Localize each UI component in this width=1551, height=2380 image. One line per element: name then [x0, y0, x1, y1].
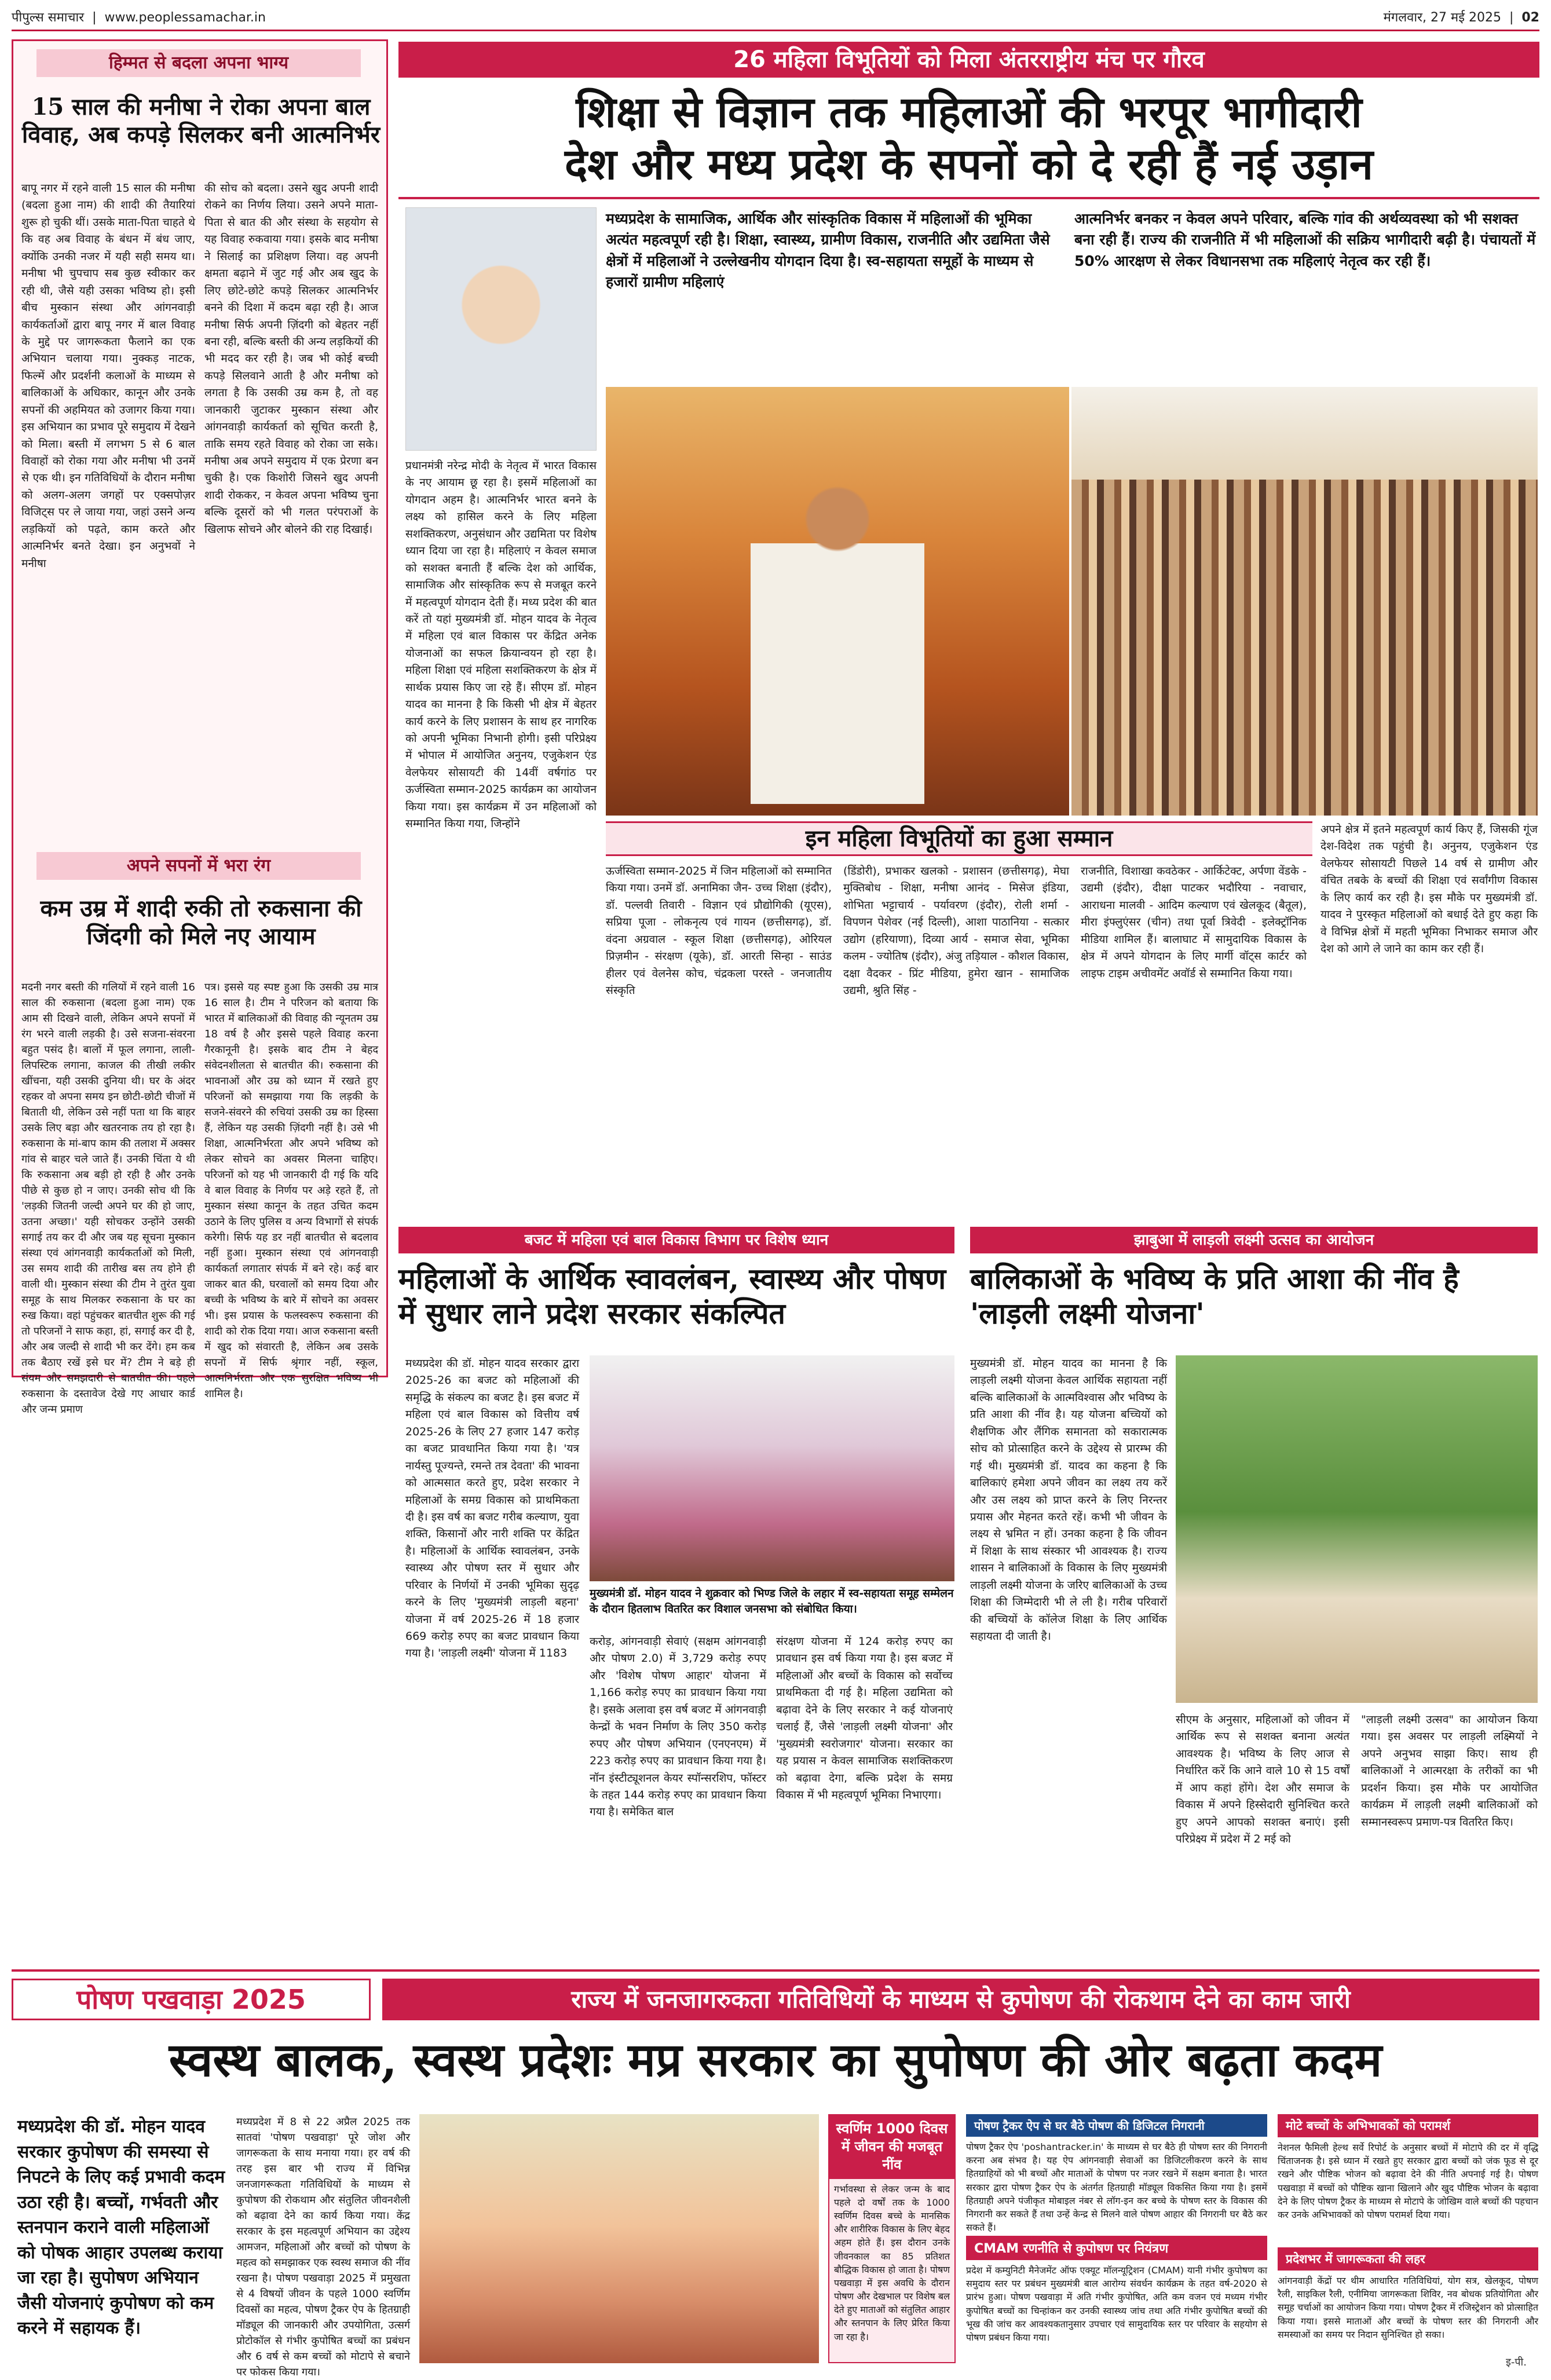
main-side-text: अपने क्षेत्र में इतने महत्वपूर्ण कार्य किए हैं, जिसकी गूंज देश-विदेश तक पहुंची है। अनुनय, एजुकेशन एंड वेलफेयर सोसायटी पिछले 14 वर्ष से ग्रामीण और वंचित तबके के बच्चों की शिक्षा एवं सर्वांगीण विकास के लिए कार्य कर रही है। इस मौके पर मुख्यमंत्री डॉ. यादव ने पुरस्कृत महिलाओं को बधाई देते हुए कहा कि वे विभिन्न क्षेत्रों में महती भूमिका निभाकर समाज और देश को आगे ले जाने का काम कर रही हैं।: [1320, 823, 1538, 956]
tracker-text: पोषण ट्रैकर ऐप 'poshantracker.in' के माध्यम से घर बैठे ही पोषण स्तर की निगरानी करना अब संभव है। यह ऐप आंगनवाड़ी सेवाओं का डिजिटलीकरण करने के साथ हितग्राहियों को भी बच्चों और माताओं के पोषण पर नजर रखने में सक्षम बनाता है। भारत सरकार द्वारा पोषण ट्रैकर ऐप के अंतर्गत हितग्राही मॉड्यूल विकसित किया गया है। इसमें हितग्राही अपने पंजीकृत मोबाइल नंबर से लॉग-इन कर बच्चे के पोषण स्तर के विकास की निगरानी कर सकते हैं तथा उन्हें केन्द्र से मिलने वाले पोषण आहार की निगरानी घर बैठे कर सकते हैं।: [966, 2141, 1267, 2233]
ladli-col-2: सीएम के अनुसार, महिलाओं को जीवन में आर्थिक रूप से सशक्त बनाना अत्यंत आवश्यक है। भविष्य के लिए आज से निर्धारित करें कि आने वाले 10 से 15 वर्षों में आप कहां होंगे। देश और समाज के विकास में अपने हिस्सेदारी सुनिश्चित करते हुए अपने आपको सशक्त बनाएं। इसी परिप्रेक्ष्य में प्रदेश में 2 मई को: [1176, 1713, 1349, 1846]
ladli-headline: बालिकाओं के भविष्य के प्रति आशा की नींव है 'लाड़ली लक्ष्मी योजना': [970, 1262, 1459, 1330]
left-kicker-1: हिम्मत से बदला अपना भाग्य: [36, 49, 361, 77]
left-story1-col1: बापू नगर में रहने वाली 15 साल की मनीषा (बदला हुआ नाम) की शादी की तैयारियां शुरू हो चुकी थीं। उसके माता-पिता चाहते थे कि वह अब विवाह के बंधन में बंध जाए, क्योंकि उनकी नजर में यही सही समय था। मनीषा भी चुपचाप सब कुछ स्वीकार कर रही थी, जैसे यही उसका भविष्य हो। इसी बीच मुस्कान संस्था और आंगनवाड़ी कार्यकर्ताओं द्वारा बापू नगर में बाल विवाह के मुद्दे पर जागरूकता फैलाने का एक अभियान चलाया गया। नुक्कड़ नाटक, फिल्में और प्रदर्शनी कलाओं के माध्यम से बालिकाओं के अधिकार, कानून और उनके सपनों की अहमियत को उजागर किया गया। इस अभियान का प्रभाव पूरे समुदाय में देखने को मिला। बस्ती में लगभग 5 से 6 बाल विवाहों को रोका गया और मनीषा भी उनमें से एक थी। इन गतिविधियों के दौरान मनीषा को अलग-अलग जगहों पर एक्सपोज़र विजिट्स पर ले जाया गया, जहां उसने अन्य लड़कियों को पढ़ते, काम करते और आत्मनिर्भर बनते देखा। इन अनुभवों ने मनीषा: [21, 182, 195, 570]
budget-col-3: संरक्षण योजना में 124 करोड़ रुपए का प्रावधान इस वर्ष किया गया है। इस बजट में महिलाओं और बच्चों के विकास को सर्वोच्च प्राथमिकता दी गई है। महिला उद्यमिता को बढ़ावा देने के लिए सरकार ने कई योजनाएं चलाई हैं, जैसे 'लाड़ली लक्ष्मी योजना' और 'मुख्यमंत्री स्वरोजगार' योजना। सरकार का यह प्रयास न केवल सामाजिक सशक्तिकरण को बढ़ावा देगा, बल्कि प्रदेश के समग्र विकास में भी महत्वपूर्ण भूमिका निभाएगा।: [776, 1635, 953, 1801]
ladli-col-3: "लाड़ली लक्ष्मी उत्सव" का आयोजन किया गया। इस अवसर पर लाड़ली लक्ष्मियों ने अपने अनुभव साझा किए। साथ ही बालिकाओं ने आत्मरक्षा के तरीकों का भी प्रदर्शन किया। इस मौके पर आयोजित कार्यक्रम में लाड़ली लक्ष्मी बालिकाओं को सम्मानस्वरूप प्रमाण-पत्र वितरित किए।: [1361, 1713, 1538, 1829]
masthead-date: मंगलवार, 27 मई 2025 | 02: [1383, 10, 1539, 25]
honor-title-bar: [606, 821, 1312, 856]
ladli-kicker: झाबुआ में लाड़ली लक्ष्मी उत्सव का आयोजन: [970, 1227, 1538, 1253]
budget-col-2: करोड़, आंगनवाड़ी सेवाएं (सक्षम आंगनवाड़ी और पोषण 2.0) में 3,729 करोड़ रुपए और 'विशेष पोषण आहार' योजना में 1,166 करोड़ रुपए का प्रावधान किया गया है। इसके अलावा इस वर्ष बजट में आंगनवाड़ी केन्द्रों के भवन निर्माण के लिए 350 करोड़ रुपए और पोषण अभियान (एनएनएम) में 223 करोड़ रुपए का प्रावधान किया गया है। नॉन इंस्टीट्यूशनल केयर स्पॉन्सरशिप, फॉस्टर के तहत 144 करोड़ रुपए का प्रावधान किया गया है। समेकित बाल: [590, 1635, 766, 1819]
honor-col-1: ऊर्जस्विता सम्मान-2025 में जिन महिलाओं को सम्मानित किया गया। उनमें डॉ. अनामिका जैन- उच्च शिक्षा (इंदौर), डॉ. पल्लवी तिवारी - विज्ञान एवं प्रौद्योगिकी (यूएस), सप्रिया पूजा - लोकनृत्य एवं गायन (छत्तीसगढ़), डॉ. वंदना अग्रवाल - स्कूल शिक्षा (छत्तीसगढ़), ओरियल प्रिज़मीन - संरक्षण (यूके), डॉ. आरती सिन्हा - साउंड हीलर एवं वेलनेस कोच, चंद्रकला परस्ते - जनजातीय संस्कृति: [606, 865, 832, 997]
left-sidebar-box: [12, 39, 388, 1416]
tracker-section: [966, 2114, 1267, 2233]
ladli-col-1: मुख्यमंत्री डॉ. मोहन यादव का मानना है कि लाड़ली लक्ष्मी योजना केवल आर्थिक सहायता नहीं बल्कि बालिकाओं के आत्मविश्वास और भविष्य के प्रति आशा की नींव है। यह योजना बच्चियों को शैक्षणिक और लैंगिक समानता को सकारात्मक सोच को प्रोत्साहित करने के उद्देश्य से प्रारम्भ की गई थी। मुख्यमंत्री डॉ. यादव का कहना है कि बालिकाएं हमेशा अपने जीवन का लक्ष्य तय करें और उस लक्ष्य को प्राप्त करने के लिए निरन्तर प्रयास और मेहनत करते रहें। कभी भी जीवन के लक्ष्य से भ्रमित न हों। उनका कहना है कि जीवन में शिक्षा के साथ संस्कार भी आवश्यक है। राज्य शासन ने बालिकाओं के विकास के लिए मुख्यमंत्री लाड़ली लक्ष्मी योजना के जरिए बालिकाओं के उच्च शिक्षा की जिम्मेदारी भी ले ली है। गरीब परिवारों की बच्चियों के कॉलेज शिक्षा के लिए आर्थिक सहायता दी जाती है।: [970, 1357, 1167, 1643]
golden-days-title: स्वर्णिम 1000 दिवस में जीवन की मजबूत नींव: [829, 2115, 954, 2179]
poshan-tag: पोषण पखवाड़ा 2025: [12, 1979, 371, 2020]
ladli-planting-photo: [1176, 1355, 1538, 1703]
left-story2-col2: पत्र। इससे यह स्पष्ट हुआ कि उसकी उम्र मात्र 16 साल है। टीम ने परिजन को बताया कि भारत में बालिकाओं की विवाह की न्यूनतम उम्र 18 वर्ष है और इससे पहले विवाह करना गैरकानूनी है। इसके बाद टीम ने बेहद संवेदनशीलता से बातचीत की। रुकसाना की भावनाओं और उम्र को ध्यान में रखते हुए परिजनों को समझाया गया कि लड़की के सजने-संवरने की रुचियां उसकी उम्र का हिस्सा हैं, लेकिन यह उसकी ज़िंदगी नहीं है। उसे भी शिक्षा, आत्मनिर्भरता और अपने भविष्य को लेकर सोचने का अवसर मिलना चाहिए। परिजनों को यह भी जानकारी दी गई कि यदि वे बाल विवाह के निर्णय पर अड़े रहते हैं, तो मुस्कान संस्था कानून के तहत उचित कदम उठाने के लिए पुलिस व अन्य विभागों से संपर्क करेगी। सिर्फ यह डर नहीं बातचीत से बदलाव नहीं हुआ। मुस्कान संस्था एवं आंगनवाड़ी कार्यकर्ता लगातार संपर्क में बने रहे। कई बार जाकर बात की, घरवालों को समय दिया और बच्ची के भविष्य के बारे में सोचने का अवसर भी। इस प्रयास के फलस्वरूप रुकसाना की शादी को रोक दिया गया। आज रुकसाना बस्ती में खुद को संवारती है, लेकिन अब उसके सपनों में सिर्फ श्रृंगार नहीं, स्कूल, आत्मनिर्भरता और एक सुरक्षित भविष्य भी शामिल है।: [204, 981, 378, 1400]
golden-days-text: गर्भावस्था से लेकर जन्म के बाद पहले दो वर्षों तक के 1000 स्वर्णिम दिवस बच्चे के मानसिक और शारीरिक विकास के लिए बेहद अहम होते हैं। इस दौरान उनके जीवनकाल का 85 प्रतिशत बौद्धिक विकास हो जाता है। पोषण पखवाड़ा में इस अवधि के दौरान पोषण और देखभाल पर विशेष बल देते हुए माताओं को संतुलित आहार और स्तनपान के लिए प्रेरित किया जा रहा है।: [834, 2183, 950, 2342]
obese-title: मोटे बच्चों के अभिभावकों को परामर्श: [1278, 2114, 1538, 2137]
cmam-title: CMAM रणनीति से कुपोषण पर नियंत्रण: [966, 2236, 1267, 2260]
pm-text: प्रधानमंत्री नरेन्द्र मोदी के नेतृत्व में भारत विकास के नए आयाम छू रहा है। इसमें महिलाओं का योगदान अहम है। आत्मनिर्भर भारत बनने के लक्ष्य को हासिल करने के लिए महिला सशक्तिकरण, अनुसंधान और उद्यमिता पर विशेष ध्यान दिया जा रहा है। महिलाएं न केवल समाज को सशक्त बनाती हैं बल्कि देश को आर्थिक, सामाजिक और सांस्कृतिक रूप से मजबूत करने में महत्वपूर्ण योगदान देती हैं। मध्य प्रदेश की बात करें तो यहां मुख्यमंत्री डॉ. मोहन यादव के नेतृत्व में महिला एवं बाल विकास पर केंद्रित अनेक योजनाओं का सफल क्रियान्वयन हो रहा है। महिला शिक्षा एवं महिला सशक्तिकरण के क्षेत्र में सार्थक प्रयास किए जा रहे हैं। सीएम डॉ. मोहन यादव का मानना है कि किसी भी क्षेत्र में बेहतर कार्य करने के लिए प्रशासन के साथ हर नागरिक को अपनी भूमिका निभानी होगी। इसी परिप्रेक्ष्य में भोपाल में आयोजित अनुनय, एजुकेशन एंड वेलफेयर सोसायटी की 14वीं वर्षगांठ पर ऊर्जस्विता सम्मान-2025 कार्यक्रम का आयोजन किया गया। इस कार्यक्रम में उन महिलाओं को सम्मानित किया गया, जिन्होंने: [405, 459, 597, 831]
poshan-lead: मध्यप्रदेश की डॉ. मोहन यादव सरकार कुपोषण की समस्या से निपटने के लिए कई प्रभावी कदम उठा रही है। बच्चों, गर्भवती और स्तनपान कराने वाली महिलाओं को पोषक आहार उपलब्ध कराया जा रहा है। सुपोषण अभियान जैसी योजनाएं कुपोषण को कम करने में सहायक हैं।: [17, 2116, 225, 2338]
awareness-section: [1278, 2247, 1538, 2357]
cmam-text: प्रदेश में कम्युनिटी मैनेजमेंट ऑफ एक्यूट मॉलन्यूट्रिशन (CMAM) यानी गंभीर कुपोषण का समुदाय स्तर पर प्रबंधन मुख्यमंत्री बाल आरोग्य संवर्धन कार्यक्रम के तहत वर्ष-2020 से प्रारंभ हुआ। पोषण पखवाड़ा में अति गंभीर कुपोषित, अति कम वजन एवं मध्यम गंभीर कुपोषित बच्चों का चिन्हांकन कर उनकी स्वास्थ्य जांच तथा अति गंभीर कुपोषित बच्चों की भूख की जांच कर आवश्यकतानुसार उपचार एवं सामुदायिक स्तर पर परिवार के सहयोग से पोषण प्रबंधन किया गया।: [966, 2265, 1267, 2343]
poshan-cm-child-photo: [419, 2114, 819, 2363]
main-rule: [398, 197, 1539, 199]
honor-col-3: राजनीति, विशाखा कवठेकर - आर्किटेक्ट, अर्पणा वेंडके - उद्यमी (इंदौर), दीक्षा पाटकर भदौरिया - नवाचार, आराधना मालवी - आदिम कल्याण एवं खेलकूद (बैतूल), मीरा इंफ्लुएंसर (चीन) तथा पूर्वा त्रिवेदी - इलेक्ट्रॉनिक मीडिया शामिल हैं। बालाघाट में सामुदायिक विकास के क्षेत्र में अपने योगदान के लिए मार्गी वॉट्स कार्टर को लाइफ टाइम अचीवमेंट अवॉर्ड से सम्मानित किया गया।: [1081, 865, 1307, 980]
main-banner: 26 महिला विभूतियों को मिला अंतरराष्ट्रीय मंच पर गौरव: [398, 42, 1539, 78]
tracker-title: पोषण ट्रैकर ऐप से घर बैठे पोषण की डिजिटल निगरानी: [966, 2114, 1267, 2137]
cmam-section: [966, 2236, 1267, 2363]
main-lead-1: मध्यप्रदेश के सामाजिक, आर्थिक और सांस्कृतिक विकास में महिलाओं की भूमिका अत्यंत महत्वपूर्ण रही है। शिक्षा, स्वास्थ्य, ग्रामीण विकास, राजनीति और उद्यमिता जैसे क्षेत्रों में महिलाओं ने उल्लेखनीय योगदान दिया है। स्व-सहायता समूहों के माध्यम से हजारों ग्रामीण महिलाएं: [606, 210, 1050, 290]
cm-speech-photo: [606, 387, 1069, 816]
tent-roof: [1071, 387, 1538, 480]
poshan-banner: राज्य में जनजागरुकता गतिविधियों के माध्यम से कुपोषण की रोकथाम देने का काम जारी: [382, 1979, 1539, 2020]
budget-headline: महिलाओं के आर्थिक स्वावलंबन, स्वास्थ्य और पोषण में सुधार लाने प्रदेश सरकार संकल्पित: [398, 1262, 946, 1330]
main-lead-2: आत्मनिर्भर बनकर न केवल अपने परिवार, बल्कि गांव की अर्थव्यवस्था को भी सशक्त बना रही हैं। राज्य की राजनीति में भी महिलाओं की सक्रिय भागीदारी बढ़ी है। पंचायतों में 50% आरक्षण से लेकर विधानसभा तक महिलाएं नेतृत्व कर रही हैं।: [1074, 210, 1536, 269]
left-story1-col2: की सोच को बदला। उसने खुद अपनी शादी रोकने का निर्णय लिया। उसने अपने माता-पिता से बात की और संस्था के सहयोग से यह विवाह रुकवाया गया। इसके बाद मनीषा ने सिलाई का प्रशिक्षण लिया। वह अपनी क्षमता बढ़ाने में जुट गई और अब खुद के लिए छोटे-छोटे कपड़े सिलकर आत्मनिर्भर बनने की दिशा में कदम बढ़ा रही है। आज मनीषा सिर्फ अपनी ज़िंदगी को बेहतर नहीं बना रही, बल्कि बस्ती की अन्य लड़कियों की भी मदद कर रही है। जब भी कोई बच्ची कपड़े सिलवाने आती है और मनीषा को लगता है कि उसकी उम्र कम है, तो वह जानकारी जुटाकर मुस्कान संस्था और आंगनवाड़ी कार्यकर्ता को सूचित करती है, ताकि समय रहते विवाह को रोका जा सके। मनीषा अब अपने समुदाय में एक प्रेरणा बन चुकी है। एक किशोरी जिसने खुद अपनी शादी रोककर, न केवल अपना भविष्य चुना बल्कि दूसरों को भी गलत परंपराओं के खिलाफ सोचने और बोलने की राह दिखाई।: [204, 182, 378, 536]
masthead-paper: पीपुल्स समाचार | www.peoplessamachar.in: [12, 10, 266, 25]
left-headline-2: कम उम्र में शादी रुकी तो रुकसाना की जिंदगी को मिले नए आयाम: [40, 895, 362, 950]
credit-text: इ-पी.: [1506, 2356, 1527, 2368]
pm-portrait-photo: [405, 207, 597, 451]
obese-text: नेशनल फैमिली हेल्थ सर्वे रिपोर्ट के अनुसार बच्चों में मोटापे की दर में वृद्धि चिंताजनक है। इसे ध्यान में रखते हुए सरकार द्वारा बच्चों को जंक फूड से दूर रखने और पौष्टिक भोजन को बढ़ावा देने की नीति अपनाई गई है। पोषण पखवाड़ा में बच्चों को पौष्टिक खाना खिलाने और खुद पौष्टिक भोजन के बढ़ावा देने के लिए पोषण ट्रैकर के माध्यम से मोटापे के जोखिम वाले बच्चों की पहचान कर उनके अभिभावकों को पोषण परामर्श दिया गया।: [1278, 2142, 1538, 2220]
speaker-figure: [751, 456, 924, 804]
golden-days-box: [828, 2114, 956, 2363]
obese-section: [1278, 2114, 1538, 2242]
left-headline-1: 15 साल की मनीषा ने रोका अपना बाल विवाह, अब कपड़े सिलकर बनी आत्मनिर्भर: [21, 93, 381, 148]
main-headline-1: शिक्षा से विज्ञान तक महिलाओं की भरपूर भागीदारी: [576, 87, 1362, 137]
poshan-top-rule: [12, 1969, 1539, 1972]
budget-photo-caption: मुख्यमंत्री डॉ. मोहन यादव ने शुक्रवार को भिण्ड जिले के लहार में स्व-सहायता समूह सम्मेलन के दौरान हितलाभ वितरित कर विशाल जनसभा को संबोधित किया।: [590, 1587, 954, 1615]
honor-title: इन महिला विभूतियों का हुआ सम्मान: [805, 825, 1113, 852]
budget-event-photo: [590, 1355, 954, 1581]
left-story2-col1: मदनी नगर बस्ती की गलियों में रहने वाली 16 साल की रुकसाना (बदला हुआ नाम) एक आम सी दिखने वाली, लेकिन अपने सपनों में रंग भरने वाली लड़की है। उसे सजना-संवरना बहुत पसंद है। बालों में फूल लगाना, लाली-लिपस्टिक लगाना, काजल की तीखी लकीर खींचना, यही उसकी दुनिया थी। घर के अंदर रहकर वो अपना समय इन छोटी-छोटी चीजों में बिताती थी, लेकिन उसे नहीं पता था कि बाहर उसके लिए बड़ा और खतरनाक तय हो रहा है। रुकसाना के मां-बाप काम की तलाश में अक्सर गांव से बाहर चले जाते हैं। उनकी चिंता ये थी कि रुकसाना अब बड़ी हो रही है और उनके पीछे से कुछ हो न जाए। उनकी सोच थी कि 'लड़की जितनी जल्दी अपने घर की हो जाए, उतना अच्छा।' यही सोचकर उन्होंने उसकी सगाई तय कर दी और जब यह सूचना मुस्कान संस्था एवं आंगनवाड़ी कार्यकर्ताओं को मिली, उस समय शादी की तारीख बस तय होने ही वाली थी। मुस्कान संस्था की टीम ने तुरंत युवा समूह के साथ मिलकर रुकसाना के घर का रुख किया। वहां पहुंचकर बातचीत शुरू की गई तो परिजनों ने साफ कहा, हां, सगाई कर दी है, और अब जल्दी से शादी भी कर देंगे। हम कब तक बैठाए रखें इसे घर में? टीम ने बड़े ही संयम और समझदारी से बातचीत की। पहले रुकसाना के दस्तावेज देखे गए आधार कार्ड और जन्म प्रमाण: [21, 981, 195, 1416]
masthead-bar: [12, 5, 1539, 31]
honor-col-2: (डिंडोरी), प्रभाकर खलको - प्रशासन (छत्तीसगढ़), मेघा मुक्तिबोध - शिक्षा, मनीषा आनंद - मिसेज इंडिया, शोभिता भट्टाचार्य - पर्यावरण (इंदौर), रोली शर्मा - विपणन पेशेवर (नई दिल्ली), आशा पाठानिया - सत्कार उद्योग (हरियाणा), दिव्या आर्य - समाज सेवा, भूमिका कलम - ज्योतिष (इंदौर), अंजु तड़ियाल - कौशल विकास, दक्षा वैदकर - प्रिंट मीडिया, हुमेरा खान - सामाजिक उद्यमी, श्रुति सिंह -: [843, 865, 1069, 997]
awareness-text: आंगनवाड़ी केंद्रों पर थीम आधारित गतिविधियां, योग सत्र, खेलकूद, पोषण रैली, साइकिल रैली, एनीमिया जागरूकता शिविर, नव बोधक प्रतियोगिता और समूह चर्चाओं का आयोजन किया गया। पोषण ट्रैकर में रजिस्ट्रेशन को प्रोत्साहित किया गया। इससे माताओं और बच्चों के पोषण स्तर की निगरानी और समस्याओं का समय पर निदान सुनिश्चित हो सका।: [1278, 2275, 1538, 2340]
poshan-headline: स्वस्थ बालक, स्वस्थ प्रदेशः मप्र सरकार का सुपोषण की ओर बढ़ता कदम: [169, 2032, 1382, 2087]
main-headline-2: देश और मध्य प्रदेश के सपनों को दे रही हैं नई उड़ान: [565, 140, 1373, 189]
left-kicker-2: अपने सपनों में भरा रंग: [36, 852, 361, 880]
audience-crowd-photo: [1071, 387, 1538, 816]
budget-col-1: मध्यप्रदेश की डॉ. मोहन यादव सरकार द्वारा 2025-26 का बजट को महिलाओं की समृद्धि के संकल्प का बजट है। इस बजट में महिला एवं बाल विकास को वित्तीय वर्ष 2025-26 के लिए 27 हजार 147 करोड़ का बजट प्रावधानित किया गया है। 'यत्र नार्यस्तु पूज्यन्ते, रमन्ते तत्र देवता' की भावना को आत्मसात करते हुए, प्रदेश सरकार ने महिलाओं के समग्र विकास को प्राथमिकता दी है। इस वर्ष का बजट गरीब कल्याण, युवा शक्ति, किसानों और नारी शक्ति पर केंद्रित है। महिलाओं के आर्थिक स्वावलंबन, उनके स्वास्थ्य और पोषण स्तर में सुधार और परिवार के निर्णयों में उनकी भूमिका सुदृढ़ करने के लिए 'मुख्यमंत्री लाड़ली बहना' योजना में वर्ष 2025-26 में 18 हजार 669 करोड़ रुपए का बजट प्रावधान किया गया है। 'लाड़ली लक्ष्मी' योजना में 1183: [405, 1357, 579, 1660]
budget-kicker: बजट में महिला एवं बाल विकास विभाग पर विशेष ध्यान: [398, 1227, 954, 1253]
poshan-col-1: मध्यप्रदेश में 8 से 22 अप्रैल 2025 तक सातवां 'पोषण पखवाड़ा' पूरे जोश और जागरूकता के साथ मनाया गया। हर वर्ष की तरह इस बार भी राज्य में विभिन्न जनजागरूकता गतिविधियों के माध्यम से कुपोषण की रोकथाम और संतुलित जीवनशैली को बढ़ावा देने का कार्य किया गया। केंद्र सरकार के इस महत्वपूर्ण अभियान का उद्देश्य आमजन, महिलाओं और बच्चों को पोषण के महत्व को समझाकर एक स्वस्थ समाज की नींव रखना है। पोषण पखवाड़ा 2025 में प्रमुखता से 4 विषयों जीवन के पहले 1000 स्वर्णिम दिवसों का महत्व, पोषण ट्रैकर ऐप के हितग्राही मॉड्यूल की जानकारी और उपयोगिता, उत्सर्ग प्रोटोकॉल से गंभीर कुपोषित बच्चों का प्रबंधन और 6 वर्ष से कम बच्चों को मोटापे से बचाने पर फोकस किया गया।: [236, 2116, 410, 2378]
awareness-title: प्रदेशभर में जागरूकता की लहर: [1278, 2247, 1538, 2271]
